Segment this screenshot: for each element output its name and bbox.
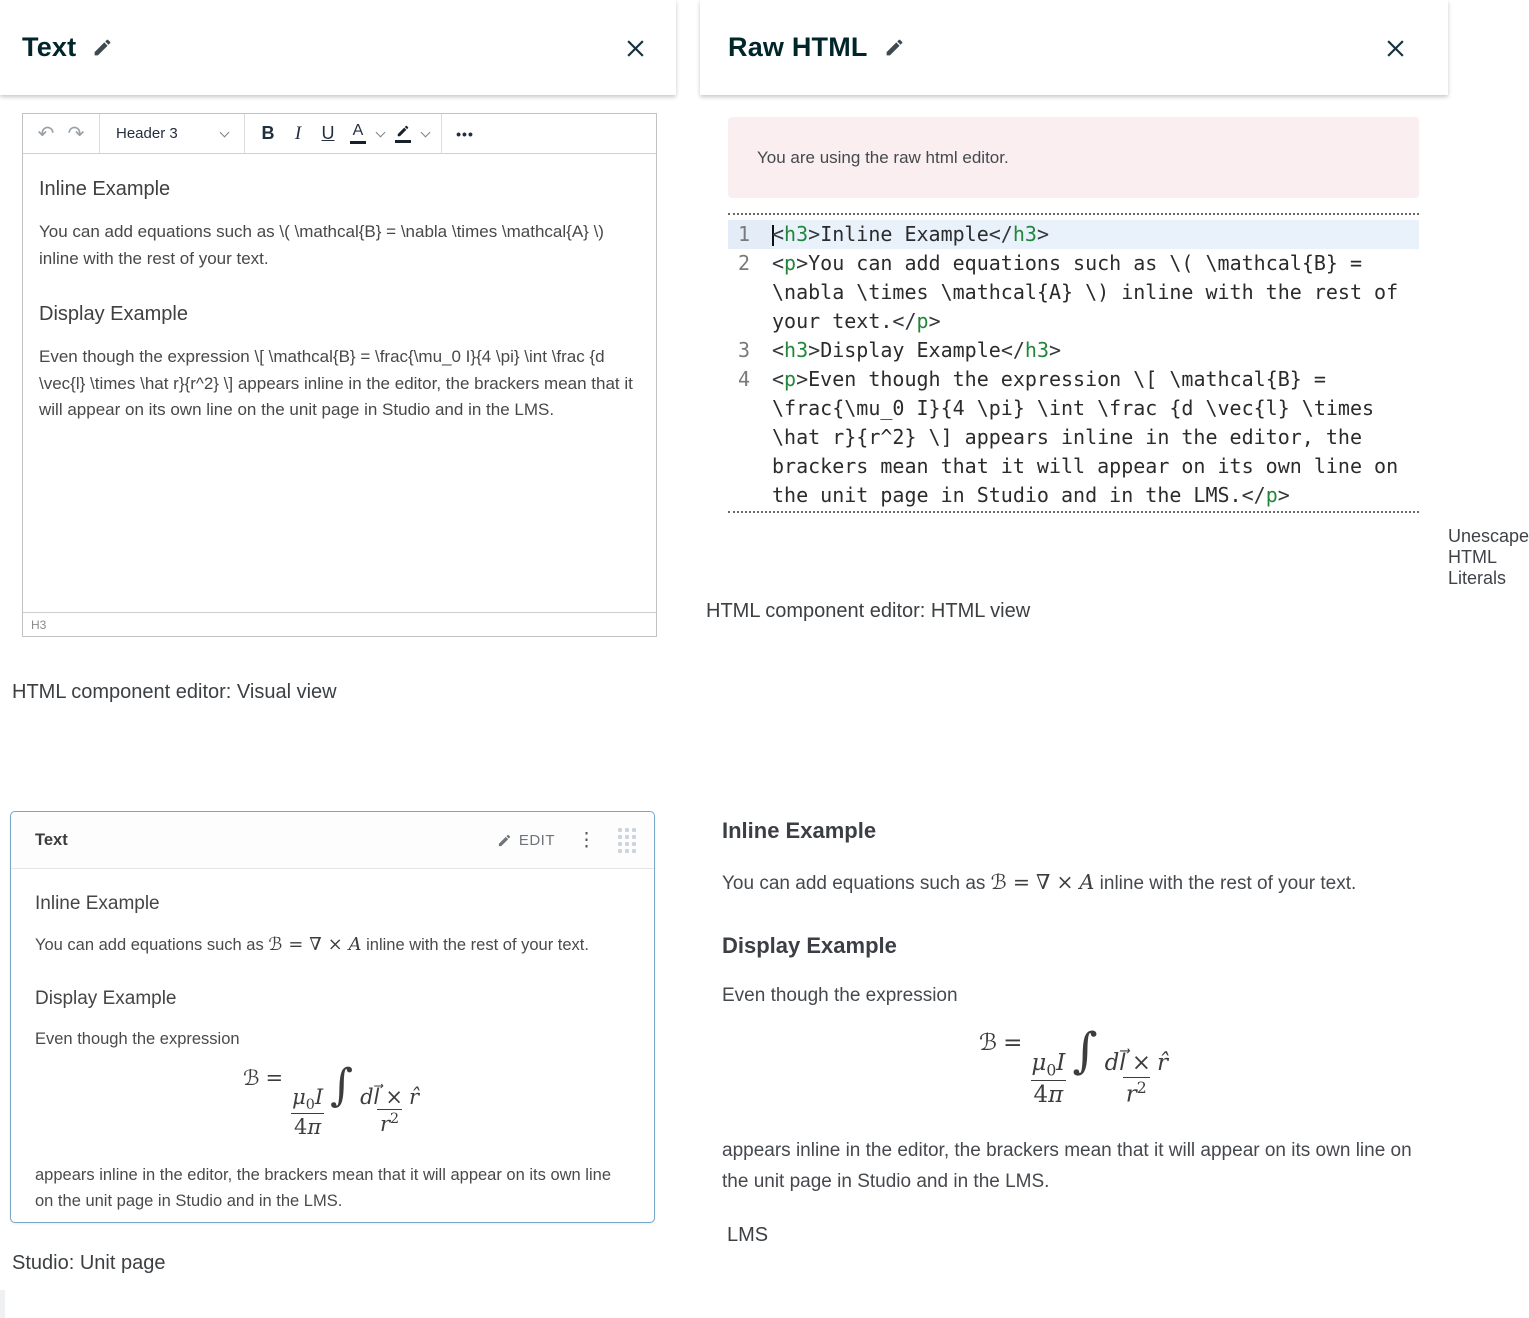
doc-heading: Inline Example — [722, 818, 877, 843]
visual-editor-header — [0, 0, 676, 95]
doc-paragraph: Even though the expression — [35, 1029, 240, 1048]
raw-editor-warning-banner — [728, 117, 1419, 198]
italic-button[interactable]: I — [283, 118, 313, 150]
edit-button-label: EDIT — [518, 831, 555, 849]
component-preview — [11, 869, 654, 1214]
caption-lms: LMS — [727, 1224, 769, 1246]
format-group — [245, 114, 442, 153]
undo-icon[interactable]: ↶ — [31, 118, 61, 150]
edit-pencil-icon[interactable] — [884, 37, 905, 58]
doc-paragraph: Even though the expression \[ \mathcal{B} = \frac{\mu_0 I}{4 \pi} \int \frac {d \vec{l} \times \hat r}{r^2} \] appears inline in the editor, the brackers mean that it will appear on its own line on the unit page in Studio and in the LMS. — [39, 346, 633, 420]
more-options-icon[interactable]: ••• — [450, 118, 480, 150]
visual-editor-panel — [0, 0, 676, 703]
highlight-button[interactable] — [388, 118, 418, 150]
highlight-chevron-icon[interactable] — [421, 127, 431, 137]
inline-equation: ℬ = ∇ × A — [990, 870, 1095, 894]
code-editor-lines — [728, 220, 1419, 510]
close-icon[interactable] — [625, 38, 646, 59]
doc-paragraph: Even though the expression — [722, 985, 958, 1007]
code-line[interactable]: 3 <h3>Display Example</h3> — [728, 336, 1419, 365]
line-number: 3 — [738, 338, 751, 362]
raw-html-header — [700, 0, 1448, 95]
inline-equation: ℬ = ∇ × A — [268, 934, 362, 955]
display-equation: ℬ = $\frac{\mu_0I}{4\pi}$ ∫ $\frac{dl⃗ \times r̂}{r^2}$ — [242, 1060, 420, 1140]
bold-button[interactable]: B — [253, 118, 283, 150]
doc-paragraph: appears inline in the editor, the brackers mean that it will appear on its own line on the unit page in Studio and in the LMS. — [35, 1165, 611, 1210]
display-equation: ℬ = $\frac{\mu_0I}{4\pi}$ ∫ $\frac{dl⃗ \times r̂}{r^2}$ — [979, 1022, 1168, 1109]
component-title: Text — [35, 830, 68, 849]
edit-pencil-icon[interactable] — [92, 37, 113, 58]
caption-visual-view: HTML component editor: Visual view — [12, 681, 337, 703]
heading-select[interactable] — [108, 118, 236, 150]
doc-paragraph: appears inline in the editor, the brackers mean that it will appear on its own line on the unit page in Studio and in the LMS. — [722, 1140, 1412, 1192]
element-path[interactable]: H3 — [31, 617, 47, 632]
text-color-chevron-icon[interactable] — [376, 127, 386, 137]
edit-pencil-icon — [497, 833, 512, 848]
doc-heading: Display Example — [35, 987, 177, 1009]
edit-button[interactable] — [497, 832, 555, 849]
highlighter-icon — [395, 124, 411, 138]
close-icon[interactable] — [1385, 38, 1406, 59]
component-card-header — [11, 812, 654, 869]
studio-component-card — [10, 811, 655, 1223]
card-actions — [497, 828, 636, 853]
doc-heading: Display Example — [722, 933, 897, 959]
doc-heading: Inline Example — [35, 893, 160, 914]
doc-paragraph: You can add equations such as \( \mathcal{B} = \nabla \times \mathcal{A} \) inline with the rest of your text. — [39, 222, 604, 268]
text-color-button[interactable]: A — [343, 118, 373, 150]
unescape-html-literals-label: Unescape HTML Literals — [1448, 526, 1529, 588]
rich-text-editor — [22, 113, 657, 637]
code-line[interactable]: 2 <p>You can add equations such as \( \mathcal{B} = \nabla \times \mathcal{A} \) inline with the rest of your text.</p> — [728, 249, 1419, 336]
editor-toolbar — [23, 114, 656, 154]
lms-rendered-view — [722, 818, 1428, 1231]
code-line[interactable]: 4 <p>Even though the expression \[ \mathcal{B} = \frac{\mu_0 I}{4 \pi} \int \frac {d \vec{l} \times \hat r}{r^2} \] appears inline in the editor, the brackers mean that it will appear on its own line on the unit page in Studio and in the LMS.</p> — [728, 365, 1419, 510]
raw-html-panel — [700, 0, 1529, 622]
page-title: Text — [22, 32, 77, 62]
line-number: 4 — [738, 367, 751, 391]
editor-content-area[interactable] — [23, 154, 656, 612]
page-edge-strip — [0, 1290, 5, 1318]
doc-heading: Inline Example — [39, 178, 171, 200]
code-editor[interactable] — [728, 213, 1419, 513]
page-title: Raw HTML — [728, 32, 868, 62]
doc-paragraph: You can add equations such as ℬ = ∇ × A inline with the rest of your text. — [722, 870, 1357, 894]
editor-status-bar — [23, 612, 656, 636]
undo-redo-group — [23, 114, 100, 153]
kebab-menu-icon[interactable]: ⋮ — [577, 829, 596, 851]
color-bar — [350, 141, 366, 144]
line-number: 1 — [728, 220, 772, 249]
chevron-down-icon — [220, 127, 230, 137]
line-number: 2 — [738, 251, 751, 275]
doc-heading: Display Example — [39, 302, 188, 325]
doc-paragraph: You can add equations such as ℬ = ∇ × A inline with the rest of your text. — [35, 934, 589, 955]
redo-icon[interactable]: ↷ — [61, 118, 91, 150]
code-line[interactable]: 1 <h3>Inline Example</h3> — [728, 220, 1419, 249]
caption-studio: Studio: Unit page — [12, 1252, 166, 1274]
drag-handle-icon[interactable] — [618, 828, 636, 853]
underline-button[interactable]: U — [313, 118, 343, 150]
heading-group — [100, 114, 245, 153]
more-group — [442, 114, 488, 153]
banner-text: You are using the raw html editor. — [757, 147, 1009, 167]
heading-select-value: Header 3 — [116, 125, 178, 142]
highlight-bar — [395, 140, 411, 143]
caption-html-view: HTML component editor: HTML view — [706, 600, 1031, 622]
